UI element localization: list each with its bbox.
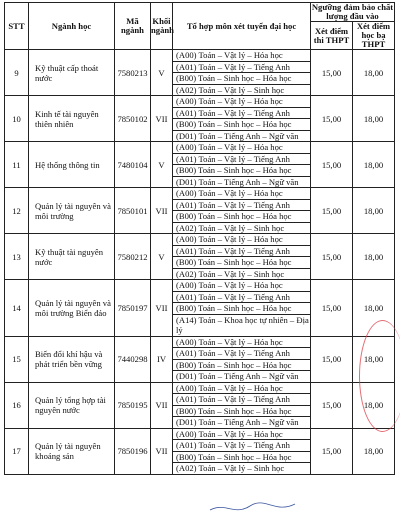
row-block: VII (151, 382, 173, 428)
row-score-transcript: 18,00 (353, 50, 395, 96)
row-stt: 17 (5, 428, 29, 474)
row-subject-combo: (B00) Toán – Sinh học – Hóa học (173, 73, 311, 85)
row-major-name: Quản lý tài nguyên và môi trường (29, 188, 115, 234)
row-major-name: Kỹ thuật cấp thoát nước (29, 50, 115, 96)
row-block: V (151, 50, 173, 96)
row-block: IV (151, 336, 173, 382)
row-subject-combo: (A01) Toán – Vật lý – Tiếng Anh (173, 153, 311, 165)
header-code: Mã ngành (115, 3, 151, 50)
table-row (5, 280, 395, 292)
table-row (5, 188, 395, 200)
row-subject-combo: (A01) Toán – Vật lý – Tiếng Anh (173, 199, 311, 211)
row-block: V (151, 142, 173, 188)
row-major-name: Biến đổi khí hậu và phát triển bền vững (29, 336, 115, 382)
row-stt: 9 (5, 50, 29, 96)
row-score-transcript: 18,00 (353, 234, 395, 280)
row-subject-combo: (A14) Toán – Khoa học tự nhiên – Địa lý (173, 314, 311, 336)
row-score-transcript: 18,00 (353, 336, 395, 382)
table-row (5, 50, 395, 62)
row-major-code: 7850101 (115, 188, 151, 234)
row-subject-combo: (B00) Toán – Sinh học – Hóa học (173, 211, 311, 223)
header-combos: Tổ hợp môn xét tuyển đại học (173, 3, 311, 50)
row-stt: 11 (5, 142, 29, 188)
row-major-code: 7850196 (115, 428, 151, 474)
row-score-transcript: 18,00 (353, 188, 395, 234)
row-subject-combo: (A00) Toán – Vật lý – Hóa học (173, 428, 311, 440)
row-stt: 16 (5, 382, 29, 428)
row-subject-combo: (A01) Toán – Vật lý – Tiếng Anh (173, 245, 311, 257)
table-row (5, 96, 395, 108)
row-subject-combo: (A01) Toán – Vật lý – Tiếng Anh (173, 348, 311, 360)
row-major-code: 7580212 (115, 234, 151, 280)
table-row (5, 382, 395, 394)
row-subject-combo: (A02) Toán – Vật lý – Sinh học (173, 268, 311, 280)
row-score-exam: 15,00 (311, 96, 353, 142)
admission-table (4, 2, 395, 475)
row-subject-combo: (A00) Toán – Vật lý – Hóa học (173, 50, 311, 62)
row-score-exam: 15,00 (311, 142, 353, 188)
row-subject-combo: (A01) Toán – Vật lý – Tiếng Anh (173, 440, 311, 452)
header-stt: STT (5, 3, 29, 50)
row-score-exam: 15,00 (311, 234, 353, 280)
row-major-code: 7850102 (115, 96, 151, 142)
row-subject-combo: (A00) Toán – Vật lý – Hóa học (173, 96, 311, 108)
row-block: VII (151, 428, 173, 474)
row-major-code: 7580213 (115, 50, 151, 96)
row-major-name: Quản lý tài nguyên và môi trường Biển đảo (29, 280, 115, 337)
document-page (4, 2, 394, 475)
row-score-exam: 15,00 (311, 50, 353, 96)
header-score-transcript: Xét điểm học bạ THPT (353, 22, 395, 50)
header-major: Ngành học (29, 3, 115, 50)
row-subject-combo: (B00) Toán – Sinh học – Hóa học (173, 257, 311, 269)
row-score-transcript: 18,00 (353, 96, 395, 142)
row-subject-combo: (B00) Toán – Sinh học – Hóa học (173, 303, 311, 315)
red-seal-stamp (359, 320, 400, 432)
table-row (5, 234, 395, 246)
header-threshold: Ngưỡng đảm bảo chất lượng đầu vào (311, 2, 394, 21)
signature-scribble (205, 498, 300, 518)
header-score-exam: Xét điểm thi THPT (311, 22, 353, 50)
row-stt: 14 (5, 280, 29, 337)
row-major-name: Kinh tế tài nguyên thiên nhiên (29, 96, 115, 142)
row-subject-combo: (D01) Toán – Tiếng Anh – Ngữ văn (173, 176, 311, 188)
header-block: Khối ngành (151, 3, 173, 50)
row-block: V (151, 234, 173, 280)
row-major-code: 7440298 (115, 336, 151, 382)
row-score-exam: 15,00 (311, 188, 353, 234)
row-block: VII (151, 96, 173, 142)
row-score-exam: 15,00 (311, 382, 353, 428)
row-stt: 15 (5, 336, 29, 382)
row-score-exam: 15,00 (311, 428, 353, 474)
row-major-code: 7480104 (115, 142, 151, 188)
row-major-name: Hệ thống thông tin (29, 142, 115, 188)
row-major-code: 7850195 (115, 382, 151, 428)
row-subject-combo: (A02) Toán – Vật lý – Sinh học (173, 222, 311, 234)
row-major-code: 7850197 (115, 280, 151, 337)
row-subject-combo: (A00) Toán – Vật lý – Hóa học (173, 280, 311, 292)
row-score-exam: 15,00 (311, 280, 353, 337)
row-major-name: Quản lý tài nguyên khoáng sản (29, 428, 115, 474)
row-major-name: Kỹ thuật tài nguyên nước (29, 234, 115, 280)
row-subject-combo: (D01) Toán – Tiếng Anh – Ngữ văn (173, 130, 311, 142)
table-row (5, 428, 395, 440)
row-subject-combo: (A01) Toán – Vật lý – Tiếng Anh (173, 291, 311, 303)
row-subject-combo: (B00) Toán – Sinh học – Hóa học (173, 119, 311, 131)
row-score-exam: 15,00 (311, 336, 353, 382)
table-row (5, 142, 395, 154)
row-subject-combo: (B00) Toán – Sinh học – Hóa học (173, 165, 311, 177)
row-subject-combo: (A02) Toán – Vật lý – Sinh học (173, 463, 311, 475)
row-subject-combo: (D01) Toán – Tiếng Anh – Ngữ văn (173, 371, 311, 383)
row-subject-combo: (D01) Toán – Tiếng Anh – Ngữ văn (173, 417, 311, 429)
row-stt: 10 (5, 96, 29, 142)
row-subject-combo: (A01) Toán – Vật lý – Tiếng Anh (173, 107, 311, 119)
row-stt: 12 (5, 188, 29, 234)
row-stt: 13 (5, 234, 29, 280)
row-subject-combo: (B00) Toán – Sinh học – Hóa học (173, 405, 311, 417)
row-subject-combo: (B00) Toán – Sinh học – Hóa học (173, 359, 311, 371)
row-subject-combo: (A02) Toán – Vật lý – Sinh học (173, 84, 311, 96)
row-score-transcript: 18,00 (353, 382, 395, 428)
row-score-transcript: 18,00 (353, 142, 395, 188)
row-subject-combo: (A01) Toán – Vật lý – Tiếng Anh (173, 394, 311, 406)
row-subject-combo: (B00) Toán – Sinh học – Hóa học (173, 451, 311, 463)
table-body (5, 50, 395, 475)
row-subject-combo: (A00) Toán – Vật lý – Hóa học (173, 142, 311, 154)
table-row (5, 336, 395, 348)
row-major-name: Quản lý tổng hợp tài nguyên nước (29, 382, 115, 428)
row-subject-combo: (A00) Toán – Vật lý – Hóa học (173, 336, 311, 348)
row-subject-combo: (A00) Toán – Vật lý – Hóa học (173, 188, 311, 200)
row-block: VII (151, 280, 173, 337)
row-score-transcript: 18,00 (353, 428, 395, 474)
row-block: VII (151, 188, 173, 234)
row-score-transcript: 18,00 (353, 280, 395, 337)
row-subject-combo: (A00) Toán – Vật lý – Hóa học (173, 382, 311, 394)
row-subject-combo: (A01) Toán – Vật lý – Tiếng Anh (173, 61, 311, 73)
row-subject-combo: (A00) Toán – Vật lý – Hóa học (173, 234, 311, 246)
